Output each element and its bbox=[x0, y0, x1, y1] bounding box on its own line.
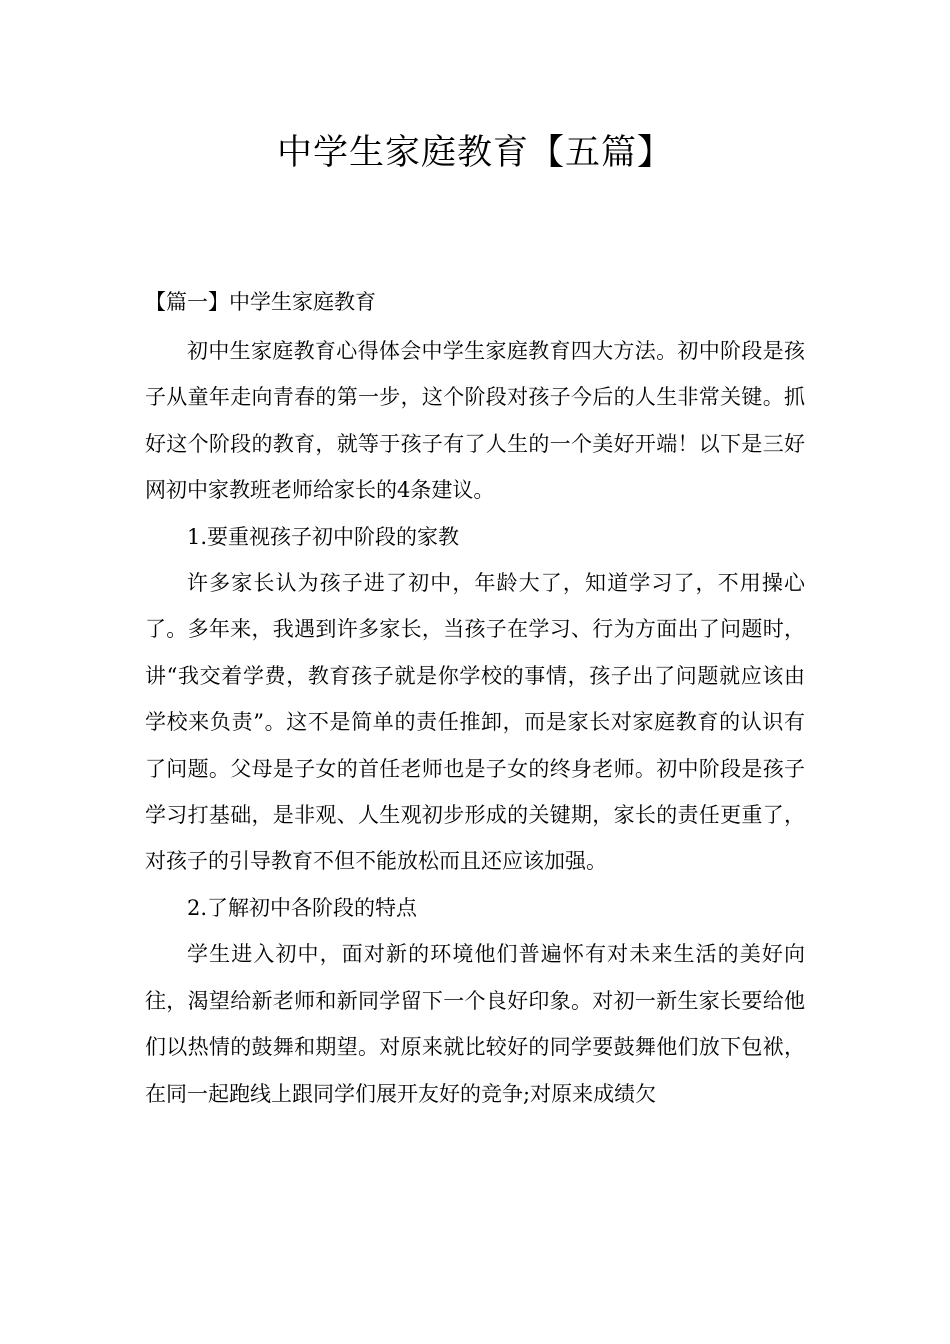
numbered-heading: 1.要重视孩子初中阶段的家教 bbox=[187, 524, 460, 549]
document-title: 中学生家庭教育【五篇】 bbox=[276, 133, 673, 173]
paragraph: 学生进入初中，面对新的环境他们普遍怀有对未来生活的美好向往，渴望给新老师和新同学留下一个良好印象。对初一新生家长要给他们以热情的鼓舞和期望。对原来就比较好的同学要鼓舞他们放下包袱，在同一起跑线上跟同学们展开友好的竞争;对原来成绩欠 bbox=[145, 942, 805, 1106]
paragraph: 许多家长认为孩子进了初中，年龄大了，知道学习了，不用操心了。多年来，我遇到许多家长，当孩子在学习、行为方面出了问题时，讲“我交着学费，教育孩子就是你学校的事情，孩子出了问题就应该由学校来负责”。这不是简单的责任推卸，而是家长对家庭教育的认识有了问题。父母是子女的首任老师也是子女的终身老师。初中阶段是孩子学习打基础，是非观、人生观初步形成的关键期，家长的责任更重了，对孩子的引导教育不但不能放松而且还应该加强。 bbox=[145, 571, 805, 874]
document-body bbox=[145, 328, 805, 1117]
numbered-heading: 2.了解初中各阶段的特点 bbox=[187, 895, 418, 920]
paragraph: 初中生家庭教育心得体会中学生家庭教育四大方法。初中阶段是孩子从童年走向青春的第一步，这个阶段对孩子今后的人生非常关键。抓好这个阶段的教育，就等于孩子有了人生的一个美好开端！以下是三好网初中家教班老师给家长的4条建议。 bbox=[145, 339, 805, 503]
section-heading: 【篇一】中学生家庭教育 bbox=[145, 290, 376, 314]
